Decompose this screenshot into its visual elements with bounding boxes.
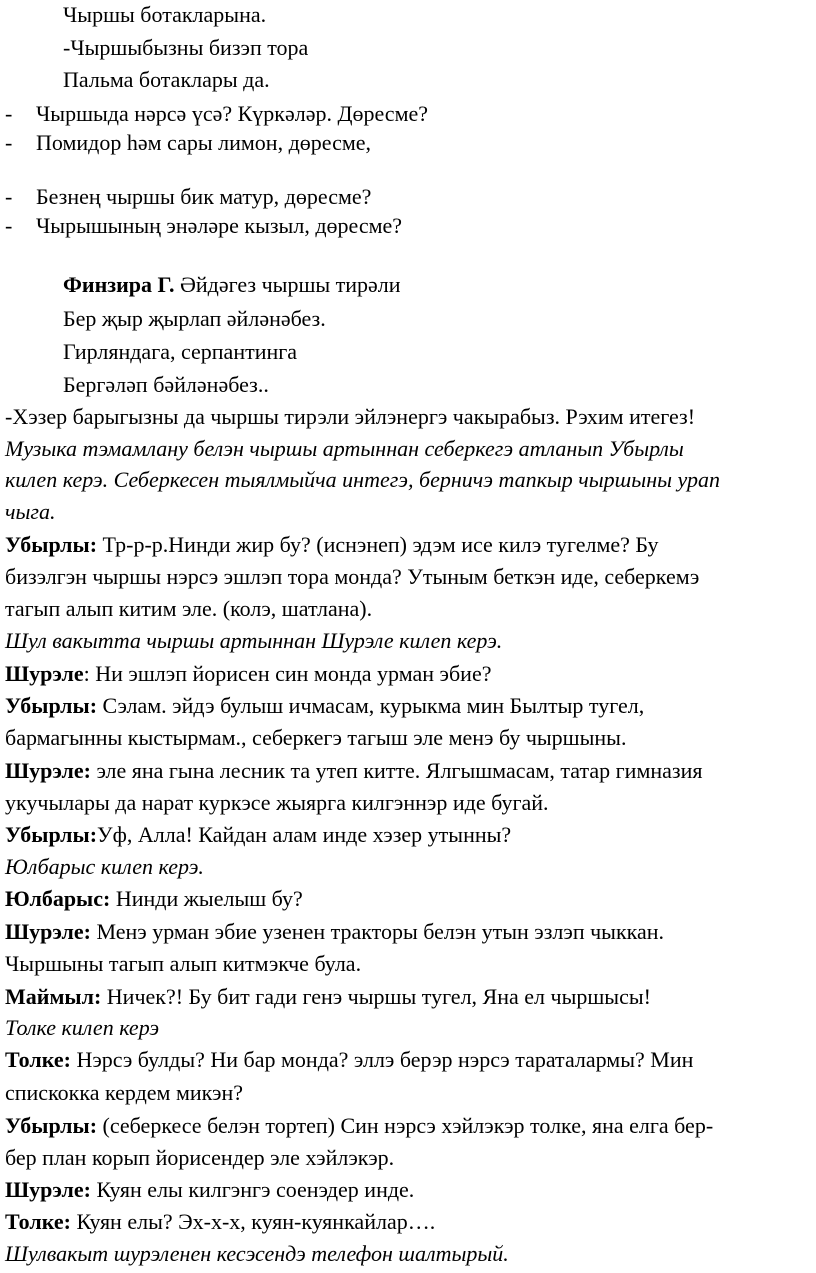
speaker-name: Убырлы: — [5, 822, 98, 847]
stage-direction: Юлбарыс килеп керэ. — [5, 854, 204, 879]
speech-text: Куян елы килгэнгэ соенэдер инде. — [90, 1177, 415, 1202]
poem-line: Чыршы ботакларына. — [63, 2, 267, 27]
speaker-name: Финзира Г. — [63, 272, 175, 297]
speech-text: Менэ урман эбие узенен тракторы белэн утын эзлэп чыккан. — [90, 919, 665, 944]
dialogue-line — [5, 1177, 414, 1203]
speaker-name: Шурэле — [5, 661, 84, 686]
dialogue-line: спискокка кердем микэн? — [5, 1080, 244, 1105]
speech-text: (себеркесе белэн тортеп) Син нэрсэ хэйлэкэр толке, яна елга бер- — [97, 1113, 714, 1138]
dialogue-line — [5, 532, 659, 558]
poem-line: Пальма ботаклары да. — [63, 67, 270, 92]
dialogue-line: бармагынны кыстырмам., себеркегэ тагыш эле менэ бу чыршыны. — [5, 725, 627, 750]
question-line: Чыршыда нәрсә үсә? Күркәләр. Дөресме? — [36, 101, 429, 126]
question-line: Помидор һәм сары лимон, дөресме, — [36, 130, 372, 155]
speaker-name: Убырлы: — [5, 1113, 98, 1138]
speaker-name: Шурэле: — [5, 758, 91, 783]
speaker-name: Маймыл: — [5, 984, 102, 1009]
verse-line: Бер җыр җырлап әйләнәбез. — [63, 306, 326, 331]
speech-text: Уф, Алла! Кайдан алам инде хэзер утынны? — [97, 822, 512, 847]
dialogue-line — [5, 1209, 435, 1235]
question-line: Безнең чыршы бик матур, дөресме? — [36, 184, 372, 209]
dialogue-line: тагып алып китим эле. (колэ, шатлана). — [5, 596, 373, 621]
poem-line: -Чыршыбызны бизэп тора — [63, 35, 309, 60]
stage-direction: килеп керэ. Себеркесен тыялмыйча интегэ, берничэ тапкыр чыршыны урап — [5, 467, 720, 492]
speech-text: Сэлам. эйдэ булыш ичмасам, курыкма мин Былтыр тугел, — [97, 693, 645, 718]
dialogue-line — [5, 984, 651, 1010]
speech-text: Нэрсэ булды? Ни бар монда? эллэ берэр нэрсэ тараталармы? Мин — [70, 1047, 694, 1072]
speaker-name: Толке: — [5, 1047, 71, 1072]
speaker-name: Юлбарыс: — [5, 886, 111, 911]
dialogue-line — [5, 1113, 713, 1139]
narration-line: -Хэзер барыгызны да чыршы тирэли эйлэнергэ чакырабыз. Рэхим итегез! — [5, 404, 696, 429]
speaker-name: Толке: — [5, 1209, 71, 1234]
speech-text: Ничек?! Бу бит гади генэ чыршы тугел, Яна ел чыршысы! — [101, 984, 651, 1009]
verse-line: Гирляндага, серпантинга — [63, 339, 298, 364]
stage-direction: Музыка тэмамлану белэн чыршы артыннан себеркегэ атланып Убырлы — [5, 436, 684, 461]
dialogue-line: бизэлгэн чыршы нэрсэ эшлэп тора монда? Утыным беткэн иде, себеркемэ — [5, 564, 700, 589]
verse-line — [63, 272, 401, 298]
dialogue-line — [5, 1047, 693, 1073]
speech-text: Тр-р-р.Нинди жир бу? (иснэнеп) эдэм исе килэ тугелме? Бу — [97, 532, 659, 557]
dialogue-line — [5, 693, 644, 719]
dialogue-line: укучылары да нарат куркэсе жыярга килгэннэр иде бугай. — [5, 790, 549, 815]
dialogue-line — [5, 919, 664, 945]
speaker-name: Шурэле: — [5, 919, 91, 944]
bullet-dash: - — [5, 130, 13, 155]
dialogue-line — [5, 822, 511, 848]
question-line: Чырышының энәләре кызыл, дөресме? — [36, 213, 403, 238]
bullet-dash: - — [5, 213, 13, 238]
dialogue-line: Чыршыны тагып алып китмэкче була. — [5, 951, 362, 976]
dialogue-line — [5, 758, 703, 784]
speech-text: Әйдәгез чыршы тирәли — [174, 272, 401, 297]
stage-direction: Шул вакытта чыршы артыннан Шурэле килеп керэ. — [5, 628, 503, 653]
speaker-name: Убырлы: — [5, 532, 98, 557]
stage-direction: Толке килеп керэ — [5, 1015, 160, 1040]
speech-text: эле яна гына лесник та утеп китте. Ялгышмасам, татар гимназия — [90, 758, 703, 783]
speaker-name: Шурэле: — [5, 1177, 91, 1202]
verse-line: Бергәләп бәйләнәбез.. — [63, 372, 269, 397]
stage-direction: Шулвакыт шурэленен кесэсендэ телефон шалтырый. — [5, 1241, 509, 1266]
speech-text: : Ни эшлэп йорисен син монда урман эбие? — [83, 661, 492, 686]
speaker-name: Убырлы: — [5, 693, 98, 718]
bullet-dash: - — [5, 184, 13, 209]
speech-text: Нинди жыелыш бу? — [110, 886, 303, 911]
dialogue-line — [5, 661, 491, 687]
dialogue-line: бер план корып йорисендер эле хэйлэкэр. — [5, 1145, 395, 1170]
stage-direction: чыга. — [5, 499, 56, 524]
bullet-dash: - — [5, 101, 13, 126]
dialogue-line — [5, 886, 303, 912]
speech-text: Куян елы? Эх-х-х, куян-куянкайлар…. — [70, 1209, 436, 1234]
